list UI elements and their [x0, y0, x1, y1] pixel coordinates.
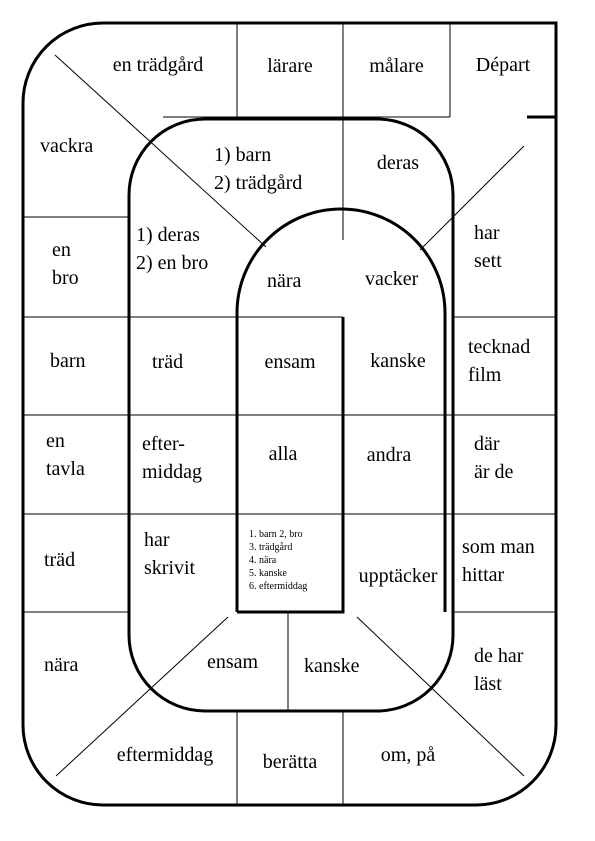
square-en-tavla-line2[interactable]: tavla: [46, 458, 85, 480]
square-tecknad-film-line1[interactable]: tecknad: [468, 336, 531, 358]
answer-key-line-5: 6. eftermiddag: [249, 581, 308, 592]
square-trad-outer[interactable]: träd: [44, 549, 76, 571]
start-square-label[interactable]: Départ: [475, 54, 531, 76]
square-om-pa[interactable]: om, på: [380, 744, 436, 766]
square-eftermiddag-middle-line2[interactable]: middag: [142, 461, 202, 483]
square-har-skrivit-line2[interactable]: skrivit: [144, 557, 196, 579]
square-deras-en-bro-line1[interactable]: 1) deras: [136, 224, 200, 246]
square-larare[interactable]: lärare: [267, 55, 313, 77]
answer-key-line-3: 4. nära: [249, 555, 277, 566]
square-alla[interactable]: alla: [268, 443, 298, 465]
square-upptacker[interactable]: upptäcker: [358, 565, 438, 587]
square-eftermiddag-middle-line1[interactable]: efter-: [142, 433, 185, 455]
square-har-sett-line1[interactable]: har: [474, 222, 500, 244]
square-deras[interactable]: deras: [376, 152, 420, 174]
answer-key: [249, 528, 307, 593]
square-som-man-hittar-line2[interactable]: hittar: [462, 564, 505, 586]
square-som-man-hittar-line1[interactable]: som man: [462, 536, 535, 558]
square-vackra[interactable]: vackra: [40, 135, 94, 157]
square-har-sett-line2[interactable]: sett: [474, 250, 502, 272]
square-vacker[interactable]: vacker: [365, 268, 419, 290]
square-tecknad-film-line2[interactable]: film: [468, 364, 502, 386]
square-dar-ar-de-line2[interactable]: är de: [474, 461, 514, 483]
square-ensam-bottom[interactable]: ensam: [207, 651, 259, 673]
square-barn-tradgard-line1[interactable]: 1) barn: [214, 144, 272, 166]
square-beratta[interactable]: berätta: [262, 751, 318, 773]
square-de-har-last-line1[interactable]: de har: [474, 645, 524, 667]
square-barn[interactable]: barn: [50, 350, 86, 372]
square-deras-en-bro-line2[interactable]: 2) en bro: [136, 252, 209, 274]
square-ensam-inner[interactable]: ensam: [264, 351, 316, 373]
square-barn-tradgard-line2[interactable]: 2) trädgård: [214, 172, 303, 194]
square-har-skrivit-line1[interactable]: har: [144, 529, 170, 551]
answer-key-line-4: 5. kanske: [249, 568, 287, 579]
square-kanske-right[interactable]: kanske: [370, 350, 426, 372]
square-de-har-last-line2[interactable]: läst: [474, 673, 502, 695]
square-en-bro-line2[interactable]: bro: [52, 267, 79, 289]
answer-key-line-1: 1. barn 2, bro: [249, 529, 303, 540]
square-en-tavla-line1[interactable]: en: [46, 430, 65, 452]
square-en-tradgard[interactable]: en trädgård: [112, 54, 204, 76]
square-en-bro-line1[interactable]: en: [52, 239, 71, 261]
square-nara-inner[interactable]: nära: [267, 270, 302, 292]
answer-key-line-2: 3. trädgård: [249, 542, 293, 553]
square-dar-ar-de-line1[interactable]: där: [474, 433, 500, 455]
square-andra[interactable]: andra: [366, 444, 412, 466]
square-malare[interactable]: målare: [369, 55, 424, 77]
square-eftermiddag[interactable]: eftermiddag: [116, 744, 214, 766]
square-nara-outer[interactable]: nära: [44, 654, 79, 676]
square-kanske-bottom[interactable]: kanske: [304, 655, 360, 677]
square-trad-middle[interactable]: träd: [152, 351, 184, 373]
